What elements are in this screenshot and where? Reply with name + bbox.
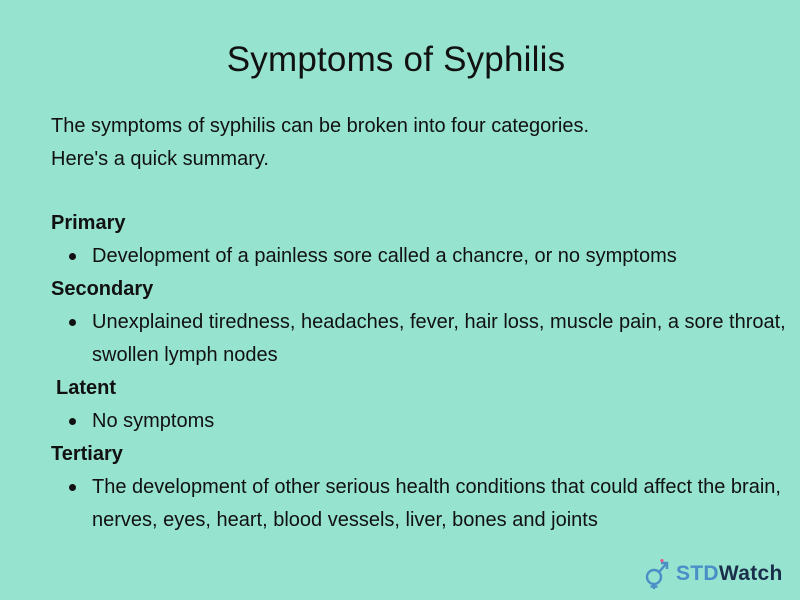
logo-text — [676, 562, 783, 586]
intro-line-1: The symptoms of syphilis can be broken into four categories. — [51, 115, 590, 137]
list-item — [51, 240, 796, 273]
page-title: Symptoms of Syphilis — [226, 40, 566, 79]
stdwatch-logo — [640, 558, 783, 590]
category-heading-tertiary: Tertiary — [51, 443, 123, 465]
category-list-secondary — [51, 306, 796, 372]
category-heading-primary: Primary — [51, 212, 126, 234]
gender-symbols-icon — [640, 558, 674, 590]
list-item — [51, 471, 796, 537]
category-list-primary — [51, 240, 796, 273]
bullet-text: No symptoms — [92, 410, 215, 432]
category-list-latent — [51, 405, 796, 438]
intro-line-2: Here's a quick summary. — [51, 148, 269, 170]
bullet-icon — [69, 253, 76, 260]
bullet-icon — [69, 484, 76, 491]
bullet-icon — [69, 319, 76, 326]
bullet-text: The development of other serious health conditions that could affect the brain, nerves, eyes, heart, blood vessels, liver, bones and joints — [92, 476, 781, 531]
list-item — [51, 306, 796, 372]
category-heading-secondary: Secondary — [51, 278, 154, 300]
bullet-text: Development of a painless sore called a chancre, or no symptoms — [92, 245, 677, 267]
intro-text — [51, 110, 771, 176]
bullet-icon — [69, 418, 76, 425]
logo-text-watch: Watch — [718, 562, 783, 585]
category-list-tertiary — [51, 471, 796, 537]
symptom-categories — [51, 207, 796, 537]
bullet-text: Unexplained tiredness, headaches, fever, hair loss, muscle pain, a sore throat, swollen lymph nodes — [92, 311, 786, 366]
logo-text-std: STD — [676, 562, 719, 585]
category-heading-latent: Latent — [56, 377, 116, 399]
list-item — [51, 405, 796, 438]
